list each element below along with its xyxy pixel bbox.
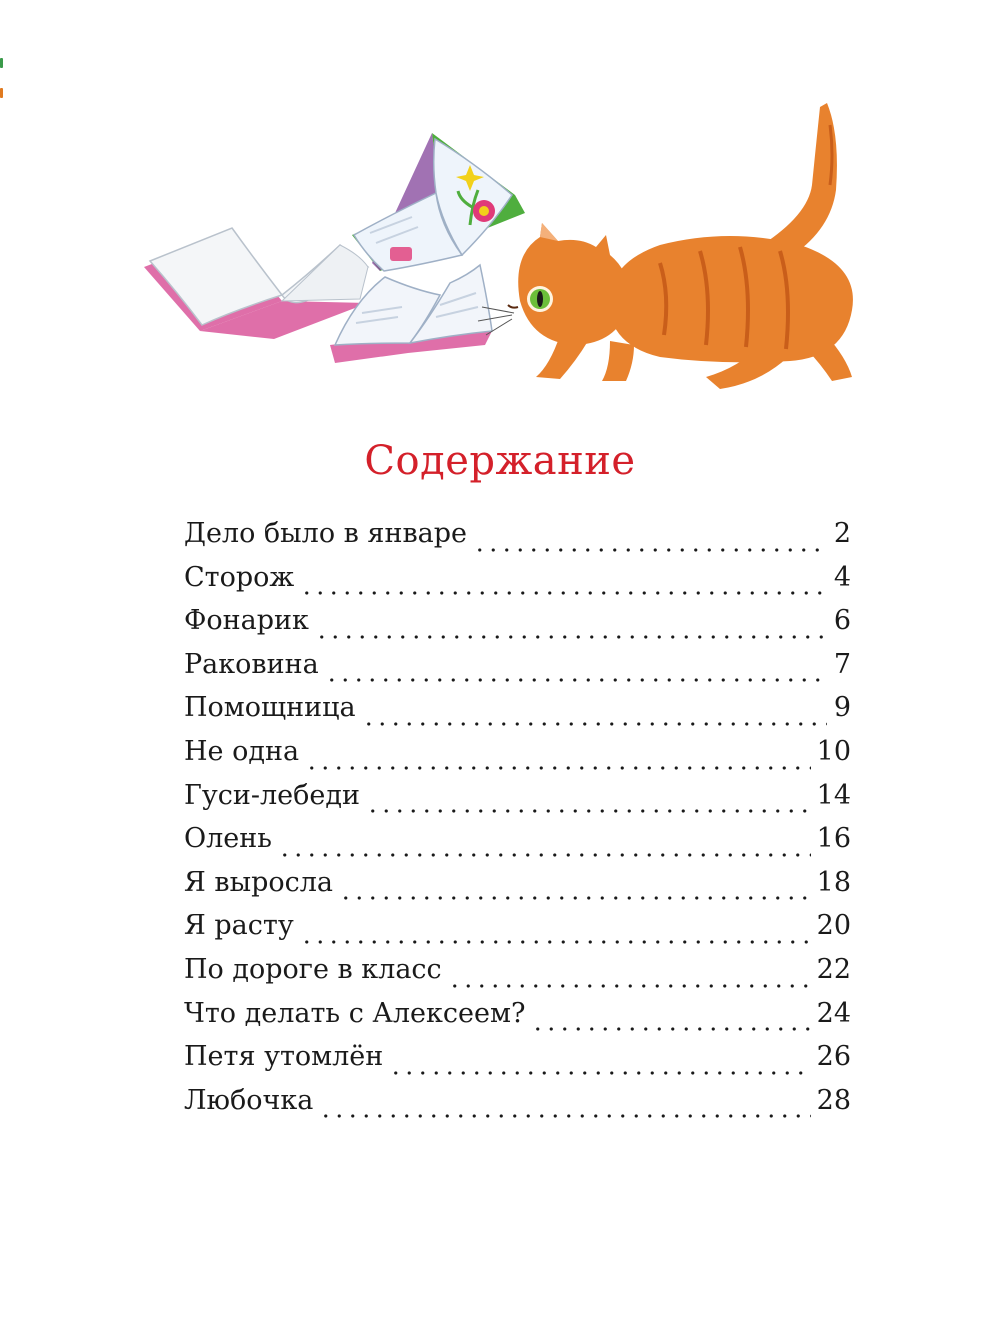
books-and-cat-illustration [140, 95, 890, 395]
toc-entry-label: Что делать с Алексеем? [184, 997, 526, 1029]
edge-mark-orange [0, 88, 3, 98]
toc-entry[interactable] [184, 736, 851, 780]
dot-leader [366, 808, 811, 814]
toc-entry-label: Не одна [184, 735, 300, 767]
toc-entry[interactable] [184, 998, 851, 1042]
toc-entry-page: 26 [816, 1041, 851, 1073]
dot-leader [300, 939, 811, 945]
toc-entry-label: Дело было в январе [184, 518, 468, 549]
toc-entry[interactable] [184, 518, 851, 562]
toc-entry-page: 22 [816, 953, 851, 985]
open-book-icon [352, 133, 525, 271]
toc-entry-page: 20 [816, 910, 851, 942]
toc-entry-label: Сторож [184, 561, 295, 593]
open-book-icon [144, 228, 368, 339]
toc-entry-label: Фонарик [184, 605, 309, 637]
toc-entry-label: Гуси-лебеди [184, 779, 360, 811]
toc-entry[interactable] [184, 1085, 851, 1129]
toc-entry-page: 9 [833, 692, 851, 724]
cat-icon [478, 103, 853, 389]
toc-entry-label: Я расту [184, 910, 294, 942]
toc-entry[interactable] [184, 605, 851, 649]
dot-leader [319, 1113, 810, 1119]
dot-leader [315, 634, 827, 640]
toc-title: Содержание [364, 438, 636, 484]
toc-entry-label: Олень [184, 823, 272, 855]
toc-entry[interactable] [184, 1041, 851, 1085]
toc-entry-page: 6 [833, 605, 851, 637]
dot-leader [325, 677, 827, 683]
toc-entry[interactable] [184, 649, 851, 693]
toc-entry[interactable] [184, 692, 851, 736]
toc-entry-label: Раковина [184, 648, 319, 680]
dot-leader [531, 1026, 810, 1032]
dot-leader [473, 547, 827, 553]
toc-entry-label: По дороге в класс [184, 953, 442, 985]
edge-mark-green [0, 58, 3, 68]
toc-entry-page: 24 [816, 997, 851, 1029]
toc-list [184, 518, 851, 1128]
toc-entry-page: 18 [816, 866, 851, 898]
toc-entry[interactable] [184, 867, 851, 911]
dot-leader [362, 721, 827, 727]
toc-entry-page: 14 [816, 779, 851, 811]
toc-entry[interactable] [184, 910, 851, 954]
toc-entry[interactable] [184, 780, 851, 824]
toc-entry-page: 16 [816, 823, 851, 855]
toc-entry-page: 7 [833, 648, 851, 680]
toc-entry-label: Петя утомлён [184, 1041, 384, 1073]
toc-entry[interactable] [184, 954, 851, 998]
dot-leader [448, 983, 811, 989]
toc-entry-page: 10 [816, 735, 851, 767]
dot-leader [300, 590, 827, 596]
toc-entry[interactable] [184, 562, 851, 606]
dot-leader [278, 852, 811, 858]
dot-leader [339, 895, 811, 901]
toc-entry[interactable] [184, 823, 851, 867]
toc-entry-label: Любочка [184, 1084, 314, 1116]
dot-leader [305, 765, 811, 771]
toc-entry-page: 2 [833, 518, 851, 549]
toc-entry-label: Я выросла [184, 866, 333, 898]
toc-entry-page: 4 [833, 561, 851, 593]
toc-entry-label: Помощница [184, 692, 356, 724]
dot-leader [389, 1070, 810, 1076]
toc-entry-page: 28 [816, 1084, 851, 1116]
